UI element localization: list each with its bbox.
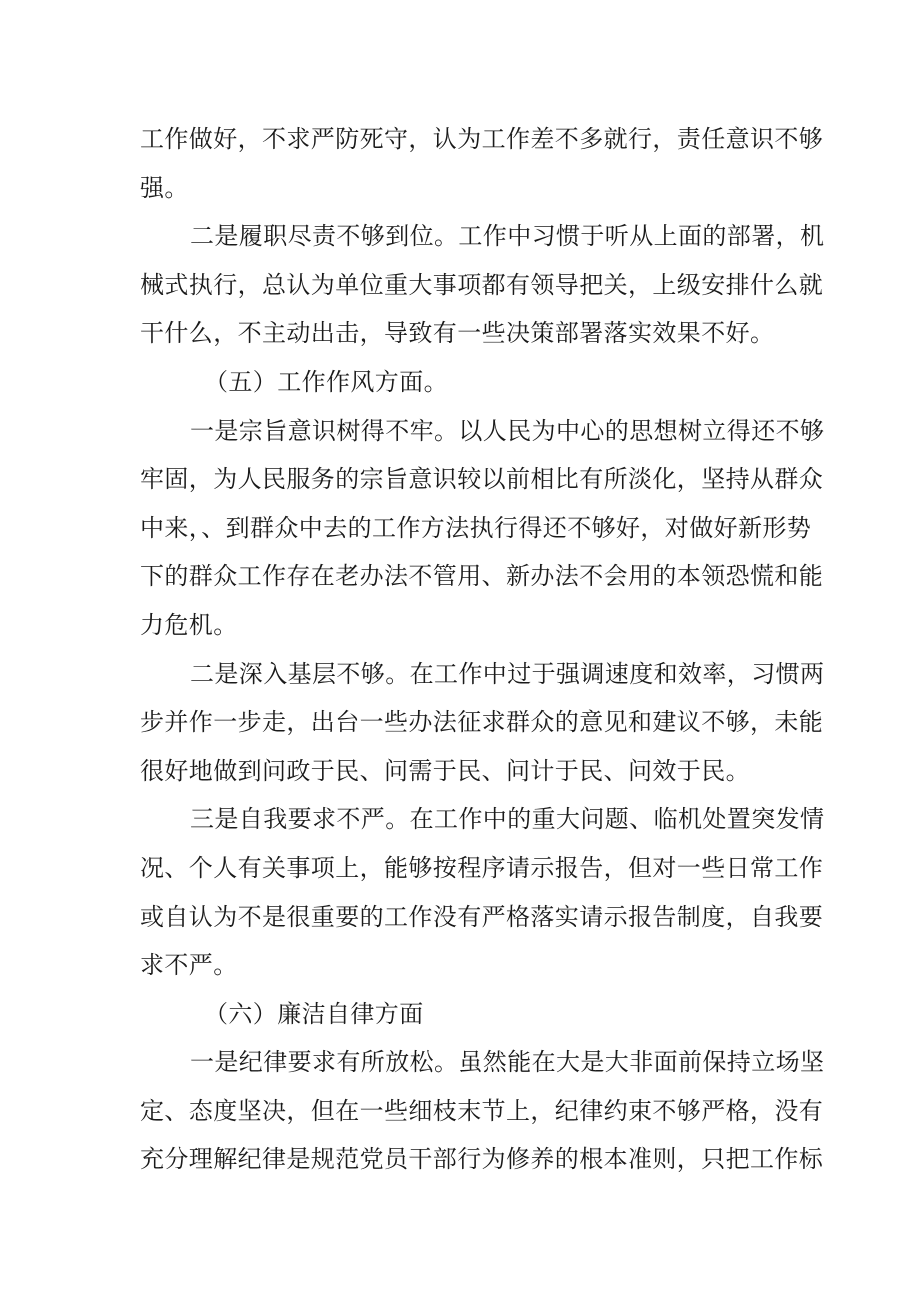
text-line: 或自认为不是很重要的工作没有严格落实请示报告制度，自我要 [140, 902, 824, 931]
text-line: 力危机。 [140, 610, 238, 639]
paragraph-first-line: 一是纪律要求有所放松。虽然能在大是大非面前保持立场坚 [190, 1048, 825, 1077]
text-line: 牢固，为人民服务的宗旨意识较以前相比有所淡化，坚持从群众 [140, 465, 824, 494]
paragraph-first-line: 二是履职尽责不够到位。工作中习惯于听从上面的部署，机 [190, 222, 825, 251]
text-line: 中来，、到群众中去的工作方法执行得还不够好，对做好新形势 [140, 513, 812, 542]
text-line: 下的群众工作存在老办法不管用、新办法不会用的本领恐慌和能 [140, 562, 824, 591]
text-line: 定、态度坚决，但在一些细枝末节上，纪律约束不够严格，没有 [140, 1096, 824, 1125]
text-line: 工作做好，不求严防死守，认为工作差不多就行，责任意识不够 [140, 125, 824, 153]
text-line: 步并作一步走，出台一些办法征求群众的意见和建议不够，未能 [140, 708, 824, 737]
section-heading: （五）工作作风方面。 [204, 367, 448, 396]
text-line: 求不严。 [140, 951, 238, 980]
paragraph-first-line: 三是自我要求不严。在工作中的重大问题、临机处置突发情 [190, 805, 825, 834]
section-heading: （六）廉洁自律方面 [204, 999, 424, 1028]
text-line: 强。 [140, 173, 189, 202]
text-line: 充分理解纪律是规范党员干部行为修养的根本准则，只把工作标 [140, 1145, 824, 1174]
text-line: 械式执行，总认为单位重大事项都有领导把关，上级安排什么就 [140, 270, 824, 299]
paragraph-first-line: 二是深入基层不够。在工作中过于强调速度和效率，习惯两 [190, 659, 825, 688]
document-body [140, 115, 825, 1184]
text-line: 很好地做到问政于民、问需于民、问计于民、问效于民。 [140, 756, 750, 785]
paragraph-first-line: 一是宗旨意识树得不牢。以人民为中心的思想树立得还不够 [190, 416, 825, 445]
text-line: 干什么，不主动出击，导致有一些决策部署落实效果不好。 [140, 319, 775, 348]
text-line: 况、个人有关事项上，能够按程序请示报告，但对一些日常工作 [140, 853, 824, 882]
